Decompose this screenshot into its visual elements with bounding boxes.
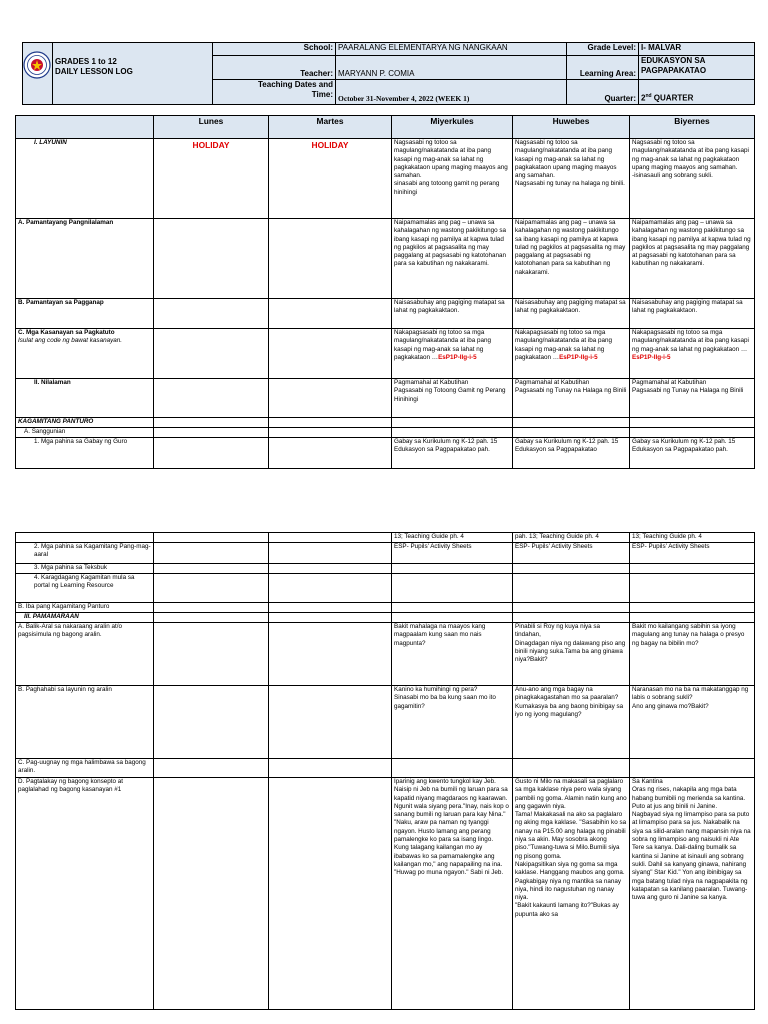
pagganap-wed: Naisasabuhay ang pagiging matapat sa lahat ng pagkakaktaon. — [394, 299, 505, 315]
kasanayan-code-wed: EsP1P-IIg-i-5 — [438, 353, 477, 361]
gabay-row — [16, 438, 755, 469]
nilalaman-row — [16, 379, 755, 418]
pangnilalaman-fri: Naipamamalas ang pag – unawa sa kahalagahan ng wastong pakikitungo sa ibang kasapi ng pamilya at kapwa tulad ng pagkilos at pagsasalita ng may paggalang at pagsasabi ng katotohanan para sa kabutihan ng nakakarami. — [632, 219, 751, 268]
lesson-table-page2 — [15, 532, 755, 1010]
day-header-lunes: Lunes — [154, 116, 269, 139]
kasanayan-code-fri: EsP1P-IIg-i-5 — [632, 353, 671, 361]
pagtalakay-label: D. Pagtalakay ng bagong konsepto at paglalahad ng bagong kasanayan #1 — [16, 778, 154, 1010]
gabay-fri: Gabay sa Kurikulum ng K-12 pah. 15 Edukasyon sa Pagpapakatao pah. — [632, 438, 736, 454]
activity-sheets-fri: ESP- Pupils' Activity Sheets — [632, 543, 710, 550]
balik-aral-label: A. Balik-Aral sa nakaraang aralin at/o pagsisimula ng bagong aralin. — [16, 623, 154, 686]
day-header-row — [16, 116, 755, 139]
teacher-value: MARYANN P. COMIA — [336, 56, 567, 80]
balik-aral-wed: Bakit mahalaga na maayos kang magpaalam kung saan mo nais magpunta? — [394, 623, 486, 647]
kagamitang-label: 2. Mga pahina sa Kagamitang Pang-mag-aaral — [16, 543, 154, 564]
quarter-num: 2 — [641, 94, 646, 103]
nilalaman-wed: Pagmamahal at Kabutihan Pagsasabi ng Totoong Gamit ng Perang Hinihingi — [394, 379, 506, 403]
pagtalakay-wed: Iparinig ang kwento tungkol kay Jeb. Naisip ni Jeb na bumili ng laruan para sa kapatid niyang magdaraos ng kaarawan. Ngunit wala siyang pera."Inay, nais kop o sanang bumili ng laruan para kay Nina." "Naku, araw pa naman ng tyanggi ngayon. Husto lamang ang perang pamalengke ko para sa isang lingo. Kung talagang kailangan mo ay ibabawas ko sa pamamalengke ang kailangan mo," ang napapailing na ina. "Huwag po muna ngayon." Sabi ni Jeb. — [394, 778, 509, 877]
pag-uugnay-row — [16, 759, 755, 778]
nilalaman-thu: Pagmamahal at Kabutihan Pagsasabi ng Tunay na Halaga ng Binili — [515, 379, 627, 395]
dll-title-line2: DAILY LESSON LOG — [55, 67, 133, 76]
gabay-wed: Gabay sa Kurikulum ng K-12 pah. 15 Edukasyon sa Pagpapakatao pah. — [394, 438, 498, 454]
dll-title-cell — [53, 43, 213, 105]
pagganap-fri: Naisasabuhay ang pagiging matapat sa lahat ng pagkakaktaon. — [632, 299, 743, 315]
pamamaraan-row — [16, 613, 755, 623]
grade-level-label: Grade Level: — [567, 43, 639, 56]
pag-uugnay-label: C. Pag-uugnay ng mga halimbawa sa bagong aralin. — [16, 759, 154, 778]
holiday-martes: HOLIDAY — [311, 140, 349, 150]
learning-area-value — [639, 56, 755, 80]
kasanayan-code-thu: EsP1P-IIg-i-5 — [559, 353, 598, 361]
teaching-dates-label-line1: Teaching Dates and — [258, 80, 333, 89]
dll-title-line1: GRADES 1 to 12 — [55, 57, 117, 66]
karagdagan-label: 4. Karagdagang Kagamitan mula sa portal ng Learning Resource — [16, 574, 154, 603]
cont-wed-line1: 13; Teaching Guide ph. 4 — [394, 533, 464, 540]
paghahabi-row — [16, 686, 755, 759]
deped-seal-cell — [23, 43, 53, 105]
day-header-miyerkules: Miyerkules — [392, 116, 513, 139]
quarter-sup: nd — [645, 93, 652, 100]
kagamitan-label: KAGAMITANG PANTURO — [16, 418, 154, 428]
iba-label: B. Iba pang Kagamitang Panturo — [16, 603, 154, 613]
paghahabi-label: B. Paghahabi sa layunin ng aralin — [16, 686, 154, 759]
quarter-label: Quarter: — [567, 80, 639, 105]
activity-sheets-wed: ESP- Pupils' Activity Sheets — [394, 543, 472, 550]
pagtalakay-fri: Sa Kantina Oras ng rises, nakapila ang mga bata habang bumibili ng merienda sa kantina. Puto at jus ang binili ni Janine. Nagbayad siya ng limampiso para sa puto at limampiso para sa jus. Nakabalik na siya sa silid-aralan nang mapansin niya na sobra ng limampiso ang naisukli ni Ate Tere sa kanya. Dali-daling bumalik sa kantina si Janine at isinauli ang sobrang sukli. Dahil sa kanyang ginawa, nahirang siyang" Star Kid." Yon ang ibinibigay sa mga batang tulad niya na nagpapakita ng katapatan sa kanilang paaralan. Tuwang-tuwa ang guro ni Janine sa kanya. — [632, 778, 751, 902]
pagganap-label: B. Pamantayan sa Pagganap — [16, 299, 154, 329]
kasanayan-wed: Nakapagsasabi ng totoo sa mga magulang/nakatatanda at iba pang kasapi ng mag-anak sa lahat ng pagkakataon … — [394, 329, 491, 361]
gabay-thu: Gabay sa Kurikulum ng K-12 pah. 15 Edukasyon sa Pagpapakatao — [515, 438, 619, 454]
pangnilalaman-wed: Naipamamalas ang pag – unawa sa kahalagahan ng wastong pakikitungo sa ibang kasapi ng pamilya at kapwa tulad ng pagkilos at pagsasalita ng may paggalang at pagsasabi ng katotohanan para sa kabutihan ng nakakarami. — [394, 219, 507, 268]
grade-level-value: I- MALVAR — [639, 43, 755, 56]
sanggunian-label: A. Sanggunian — [16, 428, 154, 438]
cont-fri-line1: 13; Teaching Guide ph. 4 — [632, 533, 702, 540]
pagganap-thu: Naisasabuhay ang pagiging matapat sa lahat ng pagkakaktaon. — [515, 299, 626, 315]
karagdagan-row — [16, 574, 755, 603]
pangnilalaman-label: A. Pamantayang Pangnilalaman — [16, 219, 154, 299]
kagamitang-row — [16, 543, 755, 564]
day-header-huwebes: Huwebes — [513, 116, 630, 139]
blank-header-cell — [16, 116, 154, 139]
kasanayan-thu: Nakapagsasabi ng totoo sa mga magulang/nakatatanda at iba pang kasapi ng mag-anak sa lahat ng pagkakataon … — [515, 329, 612, 361]
balik-aral-row — [16, 623, 755, 686]
pangnilalaman-thu: Naipamamalas ang pag – unawa sa kahalagahan ng wastong pakikitungo sa ibang kasapi ng pamilya at kapwa tulad ng pagkilos at pagsasalita ng may paggalang at pagsasabi ng katotohanan para sa kabutihan ng nakakarami. — [515, 219, 626, 276]
sanggunian-row — [16, 428, 755, 438]
kasanayan-row — [16, 329, 755, 379]
pagtalakay-row — [16, 778, 755, 1010]
learning-area-line1: EDUKASYON SA — [641, 56, 706, 65]
teksbuk-label: 3. Mga pahina sa Teksbuk — [16, 564, 154, 574]
gabay-label: 1. Mga pahina sa Gabay ng Guro — [16, 438, 154, 469]
layunin-fri: Nagsasabi ng totoo sa magulang/nakatatanda at iba pang kasapi ng mag-anak sa lahat ng pagkakataon upang maging maayos ang samahan. -isinasauli ang sobrang sukli. — [632, 139, 749, 180]
kasanayan-label: C. Mga Kasanayan sa Pagkatuto — [18, 329, 115, 336]
layunin-thu: Nagsasabi ng totoo sa magulang/nakatatanda at iba pang kasapi ng mag-anak sa lahat ng pagkakataon upang maging maayos ang samahan. Nagsasabi ng tunay na halaga ng binili. — [515, 139, 625, 188]
holiday-lunes-cell — [154, 139, 269, 219]
layunin-wed: Nagsasabi ng totoo sa magulang/nakatatanda at iba pang kasapi ng mag-anak sa lahat ng pagkakataon upang maging maayos ang samahan. sinasabi ang totoong gamit ng perang hinihingi — [394, 139, 508, 196]
holiday-martes-cell — [269, 139, 392, 219]
learning-area-line2: PAGPAPAKATAO — [641, 66, 707, 75]
deped-seal-icon — [23, 51, 51, 79]
holiday-lunes: HOLIDAY — [192, 140, 230, 150]
paghahabi-thu: Anu-ano ang mga bagay na pinagkakagastahan mo sa paaralan? Kumakasya ba ang baong binibigay sa iyo ng iyong magulang? — [515, 686, 624, 718]
paghahabi-wed: Kanino ka humihingi ng pera? Sinasabi mo ba ba kung saan mo ito gagamitin? — [394, 686, 496, 710]
pangnilalaman-row — [16, 219, 755, 299]
teaching-dates-value: October 31-November 4, 2022 (WEEK 1) — [336, 80, 567, 105]
iba-row — [16, 603, 755, 613]
school-label: School: — [213, 43, 336, 56]
day-header-martes: Martes — [269, 116, 392, 139]
teaching-dates-label — [213, 80, 336, 105]
kasanayan-label-cell — [16, 329, 154, 379]
day-header-biyernes: Biyernes — [630, 116, 755, 139]
pagganap-row — [16, 299, 755, 329]
layunin-label: I. LAYUNIN — [16, 139, 154, 219]
teacher-label: Teacher: — [213, 56, 336, 80]
nilalaman-fri: Pagmamahal at Kabutihan Pagsasabi ng Tunay na Halaga ng Binili — [632, 379, 744, 395]
layunin-row — [16, 139, 755, 219]
teaching-dates-label-line2: Time: — [311, 90, 333, 99]
pagtalakay-thu: Gusto ni Milo na makasali sa paglalaro sa mga kaklase niya pero wala siyang pambili ng goma. Alamin natin kung ano ang gagawin niya. Tama! Makakasali na ako sa paglalaro ng aking mga kaklase. "Sasabihin ko sa nanay na P15.00 ang halaga ng pinabili niya sa akin. May sosobra akong piso."Tuwang-tuwa si Milo.Bumili siya ng pisong goma. Nakipagsitikan siya ng goma sa mga kaklase. Hanggang maubos ang goma. Pagkabigay niya ng mantika sa nanay niya, hindi ito nagustuhan ng nanay niya. "Bakit kakaunti lamang ito?"Bukas ay pupunta ako sa — [515, 778, 627, 918]
activity-sheets-thu: ESP- Pupils' Activity Sheets — [515, 543, 593, 550]
lesson-table-page1 — [15, 115, 755, 469]
kagamitan-row — [16, 418, 755, 428]
quarter-rest: QUARTER — [651, 94, 694, 103]
continuation-row — [16, 533, 755, 543]
balik-aral-fri: Bakit mo kailangang sabihin sa iyong magulang ang tunay na halaga o presyo ng bagay na bibilin mo? — [632, 623, 745, 647]
nilalaman-label: II. Nilalaman — [16, 379, 154, 418]
kasanayan-sublabel: Isulat ang code ng bawat kasanayan. — [18, 337, 122, 345]
paghahabi-fri: Naranasan mo na ba na makatanggap ng labis o sobrang sukli? Ano ang ginawa mo?Bakit? — [632, 686, 749, 710]
school-value: PAARALANG ELEMENTARYA NG NANGKAAN — [336, 43, 567, 56]
cont-thu-line1: pah. 13; Teaching Guide ph. 4 — [515, 533, 599, 540]
pamamaraan-label: III. PAMAMARAAN — [16, 613, 154, 623]
learning-area-label: Learning Area: — [567, 56, 639, 80]
teksbuk-row — [16, 564, 755, 574]
kasanayan-fri: Nakapagsasabi ng totoo sa mga magulang/nakatatanda at iba pang kasapi ng mag-anak sa lahat ng pagkakataon … — [632, 329, 749, 353]
balik-aral-thu: Pinabili si Roy ng kuya niya sa tindahan, Dinagdagan niya ng dalawang piso ang binili niyang suka.Tama ba ang ginawa niya?Bakit? — [515, 623, 626, 664]
quarter-value — [639, 80, 755, 105]
header-table — [22, 42, 755, 105]
